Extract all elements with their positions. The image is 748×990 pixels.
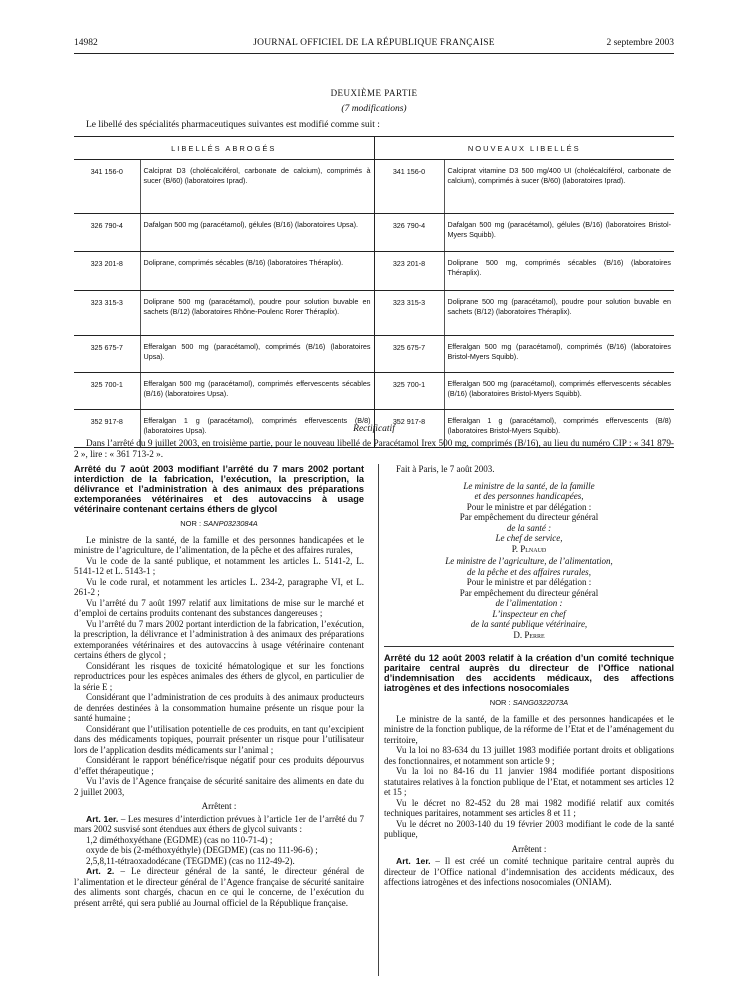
preamble-paragraph: Vu l’arrêté du 7 août 1997 relatif aux limitations de mise sur le marché et d’emploi de certains produits contenant des substances dangereuses ; — [74, 597, 364, 618]
arrete2-article1 — [384, 856, 674, 888]
arrete1-nor — [74, 519, 364, 530]
signature-block-sante — [384, 481, 674, 555]
preamble-paragraph: Considérant que l’administration de ces produits à des animaux producteurs de denrées destinées à la consommation humaine présente un risque pour la santé humaine ; — [74, 692, 364, 723]
new-code: 325 675-7 — [374, 336, 444, 373]
new-code: 326 790-4 — [374, 214, 444, 252]
signature-line: L’inspecteur en chef — [492, 608, 566, 619]
article1-label: Art. 1er. — [86, 813, 119, 824]
old-code: 323 315-3 — [74, 291, 140, 336]
section-intro: Le libellé des spécialités pharmaceutiques suivantes est modifié comme suit : — [86, 120, 380, 130]
signatory-name: D. Perre — [513, 629, 545, 640]
arrete1-title: Arrêté du 7 août 2003 modifiant l’arrêté du 7 mars 2002 portant interdiction de la fabrication, l’exécution, la prescription, la délivrance et l’administration à des animaux des préparations extemporanées vétérinaires et des autovaccins à usage vétérinaire contenant certains éthers de glycol — [74, 464, 364, 514]
table-row — [74, 160, 674, 214]
new-label: Doliprane 500 mg (paracétamol), poudre pour solution buvable en sachets (B/12) (laboratoires Théraplix). — [444, 291, 674, 336]
preamble-paragraph: Vu la loi no 83-634 du 13 juillet 1983 modifiée portant droits et obligations des fonctionnaires, et notamment son article 9 ; — [384, 745, 674, 766]
arrete1-arretent: Arrêtent : — [201, 801, 237, 811]
preamble-paragraph: Vu le code rural, et notamment les articles L. 234-2, paragraphe VI, et L. 261-2 ; — [74, 576, 364, 597]
preamble-paragraph: Vu le code de la santé publique, et notamment les articles L. 5141-2, L. 5141-12 et L. 5143-1 ; — [74, 555, 364, 576]
old-code: 326 790-4 — [74, 214, 140, 252]
column-divider — [378, 464, 379, 976]
section-subtitle: (7 modifications) — [341, 104, 407, 114]
old-code: 325 700-1 — [74, 373, 140, 410]
signature-line: et des personnes handicapées, — [474, 491, 584, 501]
journal-title: JOURNAL OFFICIEL DE LA RÉPUBLIQUE FRANÇAISE — [253, 38, 495, 48]
preamble-paragraph: Le ministre de la santé, de la famille et des personnes handicapées et le ministre de l’agriculture, de l’alimentation, de la pêche et des affaires rurales, — [74, 534, 364, 555]
old-label: Efferalgan 500 mg (paracétamol), comprimés effervescents sécables (B/16) (laboratoires Upsa). — [140, 373, 374, 410]
signature-line: de la pêche et des affaires rurales, — [467, 566, 591, 577]
arrete1-preamble — [74, 535, 364, 798]
ether-item: 1,2 diméthoxyéthane (EGDME) (cas no 110-71-4) ; — [86, 834, 273, 845]
ethers-list — [74, 835, 364, 867]
arrete1-article2 — [74, 866, 364, 908]
signatory-name: P. Plnaud — [511, 543, 547, 554]
new-label: Calciprat vitamine D3 500 mg/400 UI (cholécalciférol, carbonate de calcium), comprimés à sucer (B/60) (laboratoires Iprad). — [444, 160, 674, 214]
arrete2-preamble — [384, 714, 674, 840]
new-code: 352 917-8 — [374, 410, 444, 448]
new-code: 325 700-1 — [374, 373, 444, 410]
new-label: Doliprane 500 mg, comprimés sécables (B/16) (laboratoires Théraplix). — [444, 252, 674, 291]
old-label: Calciprat D3 (cholécalciférol, carbonate de calcium), comprimés à sucer (B/60) (laboratoires Iprad). — [140, 160, 374, 214]
preamble-paragraph: Considérant les risques de toxicité hématologique et sur les fonctions reproductrices pour les espèces animales des éthers de glycol, en particulier de la série E ; — [74, 660, 364, 692]
nor-label: NOR : — [180, 519, 202, 528]
fait-a-paris: Fait à Paris, le 7 août 2003. — [396, 464, 495, 474]
table-body — [74, 160, 674, 448]
article1-text: – Les mesures d’interdiction prévues à l’article 1er de l’arrêté du 7 mars 2002 susvisé sont étendues aux éthers de glycol suivants : — [74, 813, 364, 834]
article2-text: – Le directeur général de la santé, le directeur général de l’alimentation et le directeur général de l’Agence française de sécurité sanitaire des aliments sont chargés, chacun en ce qui le concerne, de l’exécution du présent arrêté, qui sera publié au Journal officiel de la République française. — [74, 866, 364, 908]
ether-item: oxyde de bis (2-méthoxyéthyle) (DEGDME) (cas no 111-96-6) ; — [86, 845, 318, 855]
old-code: 341 156-0 — [74, 160, 140, 214]
signature-line: de la santé publique vétérinaire, — [470, 619, 588, 629]
article2-label: Art. 2. — [86, 866, 115, 876]
signature-line: Pour le ministre et par délégation : — [466, 501, 592, 512]
nor-code: SANG0322073A — [512, 698, 569, 707]
signature-line: Par empêchement du directeur général — [459, 512, 599, 522]
new-code: 341 156-0 — [374, 160, 444, 214]
old-label: Doliprane 500 mg (paracétamol), poudre pour solution buvable en sachets (B/12) (laboratoires Rhône-Poulenc Rorer Théraplix). — [140, 291, 374, 336]
arrete1-article1 — [74, 814, 364, 835]
signature-block-agriculture — [384, 556, 674, 640]
libelles-table — [74, 136, 674, 448]
signature-line: Le ministre de l’agriculture, de l’alimentation, — [445, 556, 613, 566]
signature-line: de l’alimentation : — [495, 598, 563, 608]
new-code: 323 201-8 — [374, 252, 444, 291]
article1-text: – Il est créé un comité technique paritaire central auprès du directeur de l’Office national d’indemnisation des accidents médicaux, des affections iatrogènes et des infections nosocomiales (ONIAM). — [384, 856, 674, 887]
signature-line: Par empêchement du directeur général — [459, 587, 599, 598]
preamble-paragraph: Considérant le rapport bénéfice/risque négatif pour ces produits dépourvus d’effet thérapeutique ; — [74, 755, 364, 776]
publication-date: 2 septembre 2003 — [606, 38, 674, 48]
header-rule — [74, 53, 674, 54]
preamble-paragraph: Vu l’arrêté du 7 mars 2002 portant interdiction de la fabrication, l’exécution, la prescription, la délivrance et l’administration à des animaux des préparations extemporanées vétérinaires et des autovaccins à usage vétérinaire contenant certains éthers de glycol ; — [74, 618, 364, 660]
old-code: 323 201-8 — [74, 252, 140, 291]
old-label: Doliprane, comprimés sécables (B/16) (laboratoires Théraplix). — [140, 252, 374, 291]
arrete2-arretent: Arrêtent : — [511, 843, 547, 854]
new-label: Efferalgan 1 g (paracétamol), comprimés effervescents (B/8) (laboratoires Bristol-Myers Squibb). — [444, 410, 674, 448]
table-row — [74, 291, 674, 336]
header-libelles-abroges: LIBELLÉS ABROGÉS — [74, 137, 374, 160]
left-column — [74, 464, 364, 908]
nor-code: SANP0323084A — [203, 519, 258, 528]
table-row — [74, 373, 674, 410]
old-label: Efferalgan 500 mg (paracétamol), comprimés (B/16) (laboratoires Upsa). — [140, 336, 374, 373]
preamble-paragraph: Vu l’avis de l’Agence française de sécurité sanitaire des aliments en date du 2 juillet 2003, — [74, 776, 364, 797]
preamble-paragraph: Vu la loi no 84-16 du 11 janvier 1984 modifiée portant dispositions statutaires relatives à la fonction publique de l’Etat, et notamment ses articles 12 et 15 ; — [384, 766, 674, 797]
table-row — [74, 336, 674, 373]
signature-line: Pour le ministre et par délégation : — [466, 577, 592, 587]
old-code: 352 917-8 — [74, 410, 140, 448]
preamble-paragraph: Le ministre de la santé, de la famille et des personnes handicapées et le ministre de la fonction publique, de la réforme de l’Etat et de l’aménagement du territoire, — [384, 713, 674, 745]
article1-label: Art. 1er. — [396, 856, 431, 866]
rectificatif-title: Rectificatif — [353, 424, 395, 434]
section-title: DEUXIÈME PARTIE — [330, 88, 418, 98]
preamble-paragraph: Vu le décret no 82-452 du 28 mai 1982 modifié relatif aux comités techniques paritaires, notamment ses articles 8 et 11 ; — [384, 797, 674, 818]
table-row — [74, 214, 674, 252]
rectificatif-text: Dans l’arrêté du 9 juillet 2003, en troisième partie, pour le nouveau libellé de Paracétamol Irex 500 mg, comprimés (B/16), au lieu du numéro CIP : « 341 879-2 », lire : « 361 713-2 ». — [74, 438, 674, 459]
arrete2-nor — [384, 698, 674, 709]
arrete2-title: Arrêté du 12 août 2003 relatif à la création d’un comité technique paritaire central auprès du directeur de l’Office national d’indemnisation des accidents médicaux, des affections iatrogènes et des infections nosocomiales — [384, 653, 674, 693]
page-number: 14982 — [74, 38, 98, 48]
preamble-paragraph: Considérant que l’utilisation potentielle de ces produits, en tant qu’excipient dans des médicaments topiques, pourrait présenter un risque pour l’utilisateur lors de l’application desdits médicaments sur l’animal ; — [74, 723, 364, 755]
new-label: Dafalgan 500 mg (paracétamol), gélules (B/16) (laboratoires Bristol-Myers Squibb). — [444, 214, 674, 252]
new-code: 323 315-3 — [374, 291, 444, 336]
arrete-separator — [384, 646, 674, 647]
signature-line: de la santé : — [506, 522, 552, 533]
header-nouveaux-libelles: NOUVEAUX LIBELLÉS — [374, 137, 674, 160]
new-label: Efferalgan 500 mg (paracétamol), comprimés (B/16) (laboratoires Bristol-Myers Squibb). — [444, 336, 674, 373]
signature-line: Le ministre de la santé, de la famille — [463, 480, 595, 491]
page-header — [74, 38, 674, 54]
table-row — [74, 252, 674, 291]
new-label: Efferalgan 500 mg (paracétamol), comprimés effervescents sécables (B/16) (laboratoires Bristol-Myers Squibb). — [444, 373, 674, 410]
old-code: 325 675-7 — [74, 336, 140, 373]
ether-item: 2,5,8,11-tétraoxadodécane (TEGDME) (cas no 112-49-2). — [86, 855, 295, 866]
old-label: Efferalgan 1 g (paracétamol), comprimés effervescents (B/8) (laboratoires Upsa). — [140, 410, 374, 448]
right-column — [384, 464, 674, 888]
nor-label: NOR : — [489, 698, 511, 707]
signature-line: Le chef de service, — [495, 533, 563, 543]
preamble-paragraph: Vu le décret no 2003-140 du 19 février 2003 modifiant le code de la santé publique, — [384, 818, 674, 839]
old-label: Dafalgan 500 mg (paracétamol), gélules (B/16) (laboratoires Upsa). — [140, 214, 374, 252]
